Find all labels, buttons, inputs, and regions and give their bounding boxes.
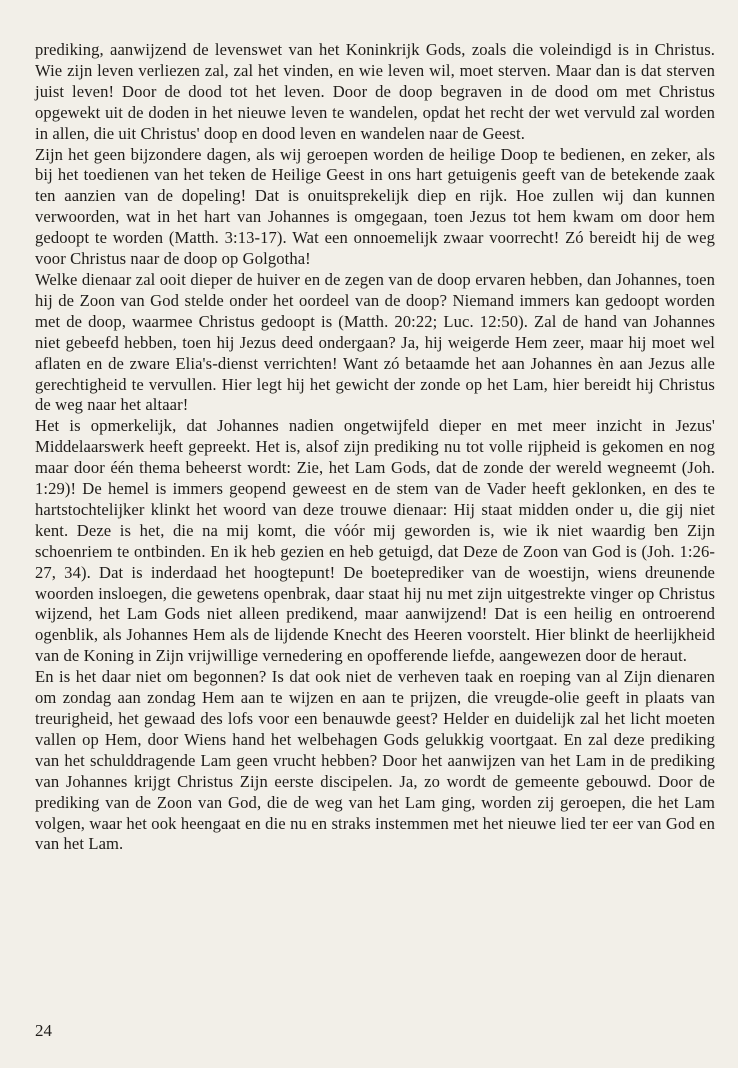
paragraph-3: Welke dienaar zal ooit dieper de huiver en de zegen van de doop ervaren hebben, dan Johannes, toen hij de Zoon van God stelde onder het oordeel van de doop? Niemand immers kan gedoopt worden met de doop, waarmee Christus gedoopt is (Matth. 20:22; Luc. 12:50). Zal de hand van Johannes niet gebeefd hebben, toen hij Jezus deed ondergaan? Ja, hij weigerde Hem zeer, maar hij moet wel aflaten en de zware Elia's-dienst verrichten! Want zó betaamde het aan Johannes èn aan Jezus alle gerechtigheid te vervullen. Hier legt hij het gewicht der zonde op het Lam, hier bereidt hij Christus de weg naar het altaar!: [35, 269, 715, 415]
body-text: [35, 40, 715, 855]
paragraph-2: Zijn het geen bijzondere dagen, als wij geroepen worden de heilige Doop te bedienen, en zeker, als bij het toedienen van het teken de Heilige Geest in ons hart getuigenis geeft van de betekende zaak ten aanzien van de dopeling! Dat is onuitsprekelijk diep en rijk. Hoe zullen wij dan kunnen verwoorden, wat in het hart van Johannes is omgegaan, toen Jezus tot hem kwam om door hem gedoopt te worden (Matth. 3:13-17). Wat een onnoemelijk zwaar voorrecht! Zó bereidt hij de weg voor Christus naar de doop op Golgotha!: [35, 144, 715, 269]
page-number: 24: [35, 1021, 52, 1040]
paragraph-4: Het is opmerkelijk, dat Johannes nadien ongetwijfeld dieper en met meer inzicht in Jezus' Middelaarswerk heeft gepreekt. Het is, alsof zijn prediking nu tot volle rijpheid is gekomen en nog maar door één thema beheerst wordt: Zie, het Lam Gods, dat de zonde der wereld wegneemt (Joh. 1:29)! De hemel is immers geopend geweest en de stem van de Vader heeft geklonken, en des te hartstochtelijker klinkt het woord van deze trouwe dienaar: Hij staat midden onder u, die gij niet kent. Deze is het, die na mij komt, die vóór mij geworden is, wie ik niet waardig ben Zijn schoenriem te ontbinden. En ik heb gezien en heb getuigd, dat Deze de Zoon van God is (Joh. 1:26-27, 34). Dat is inderdaad het hoogtepunt! De boeteprediker van de woestijn, wiens dreunende woorden insloegen, die gewetens openbrak, daar staat hij nu met zijn uitgestrekte vinger op Christus wijzend, het Lam Gods niet alleen predikend, maar aanwijzend! Dat is een heilig en ontroerend ogenblik, als Johannes Hem als de lijdende Knecht des Heeren voorstelt. Hier blinkt de heerlijkheid van de Koning in Zijn vrijwillige vernedering en opofferende liefde, aangewezen door de heraut.: [35, 416, 715, 666]
paragraph-5: En is het daar niet om begonnen? Is dat ook niet de verheven taak en roeping van al Zijn dienaren om zondag aan zondag Hem aan te wijzen en aan te prijzen, die vreugde-olie geeft in plaats van treurigheid, het gewaad des lofs voor een benauwde geest? Helder en duidelijk zal het licht moeten vallen op Hem, door Wiens hand het welbehagen Gods gelukkig voortgaat. En zal deze prediking van het schulddragende Lam geen vrucht hebben? Door het aanwijzen van het Lam in de prediking van Johannes krijgt Christus Zijn eerste discipelen. Ja, zo wordt de gemeente gebouwd. Door de prediking van de Zoon van God, die de weg van het Lam ging, worden zij geroepen, die het Lam volgen, waar het ook heengaat en die nu en straks instemmen met het nieuwe lied ter eer van God en van het Lam.: [35, 667, 715, 854]
paragraph-1: prediking, aanwijzend de levenswet van het Koninkrijk Gods, zoals die voleindigd is in Christus. Wie zijn leven verliezen zal, zal het vinden, en wie leven wil, moet sterven. Maar dan is dat sterven juist leven! Door de dood tot het leven. Door de doop begraven in de dood om met Christus opgewekt uit de doden in het nieuwe leven te wandelen, opdat het recht der wet vervuld zal worden in allen, die uit Christus' doop en dood leven en wandelen naar de Geest.: [35, 40, 715, 143]
